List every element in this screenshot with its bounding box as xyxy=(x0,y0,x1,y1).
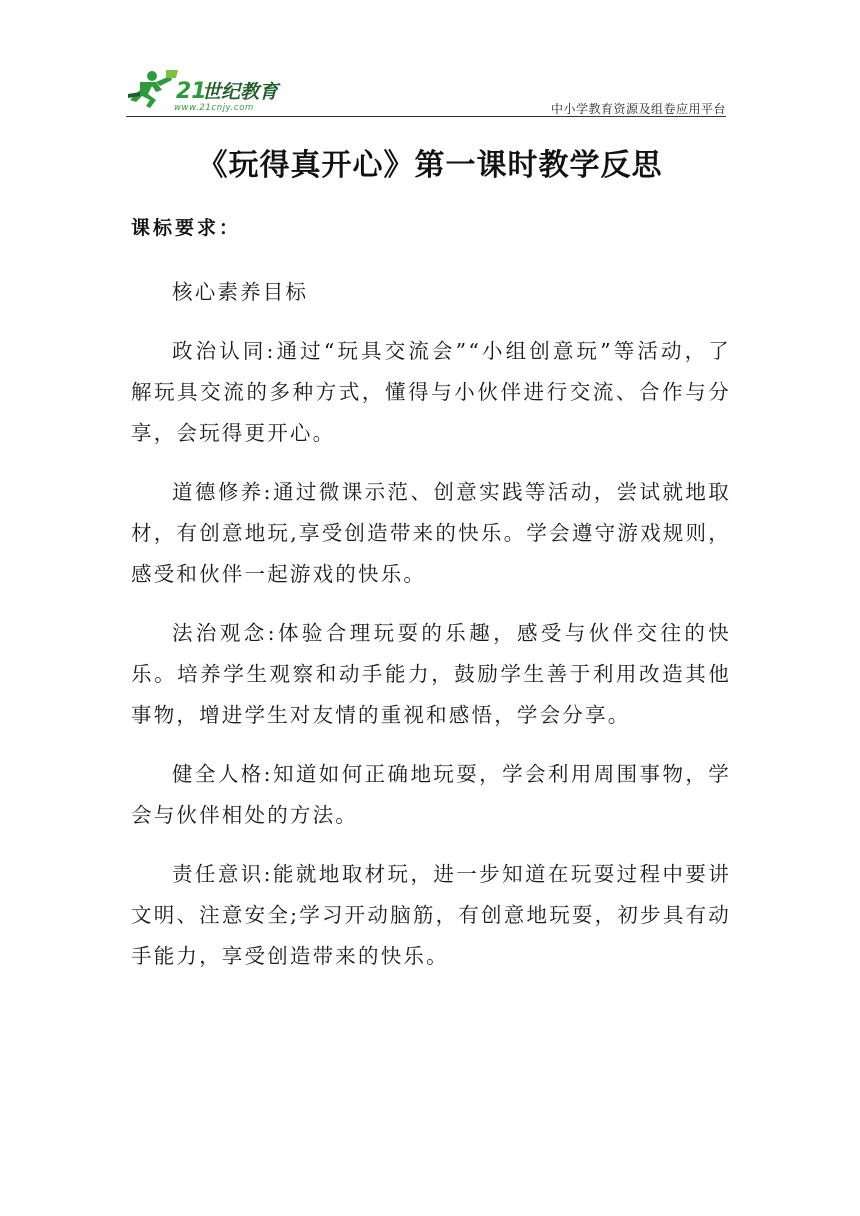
paragraph-rule-of-law: 法治观念:体验合理玩耍的乐趣，感受与伙伴交往的快乐。培养学生观察和动手能力，鼓励学生善于利用改造其他事物，增进学生对友情的重视和感悟，学会分享。 xyxy=(131,621,731,727)
section-heading: 课标要求： xyxy=(131,217,242,239)
svg-text:21: 21 xyxy=(176,79,207,104)
svg-text:www.21cnjy.com: www.21cnjy.com xyxy=(174,103,254,113)
paragraph-responsibility: 责任意识:能就地取材玩，进一步知道在玩耍过程中要讲文明、注意安全;学习开动脑筋，有创意地玩耍，初步具有动手能力，享受创造带来的快乐。 xyxy=(131,862,731,968)
page-title: 《玩得真开心》第一课时教学反思 xyxy=(197,148,663,183)
document-body xyxy=(131,272,731,995)
paragraph-sound-personality: 健全人格:知道如何正确地玩耍，学会利用周围事物，学会与伙伴相处的方法。 xyxy=(131,762,731,827)
platform-caption: 中小学教育资源及组卷应用平台 xyxy=(550,102,726,116)
paragraph-core-literacy: 核心素养目标 xyxy=(172,280,309,304)
paragraph-moral-cultivation: 道德修养:通过微课示范、创意实践等活动，尝试就地取材，有创意地玩,享受创造带来的快乐。学会遵守游戏规则，感受和伙伴一起游戏的快乐。 xyxy=(131,480,731,586)
page-header xyxy=(126,66,726,118)
paragraph-political-identity: 政治认同:通过“玩具交流会”“小组创意玩”等活动，了解玩具交流的多种方式，懂得与小伙伴进行交流、合作与分享，会玩得更开心。 xyxy=(131,339,731,445)
svg-text:世纪教育: 世纪教育 xyxy=(202,81,279,103)
21cnjy-logo xyxy=(126,68,296,114)
header-divider xyxy=(126,116,726,117)
runner-icon xyxy=(128,71,172,108)
